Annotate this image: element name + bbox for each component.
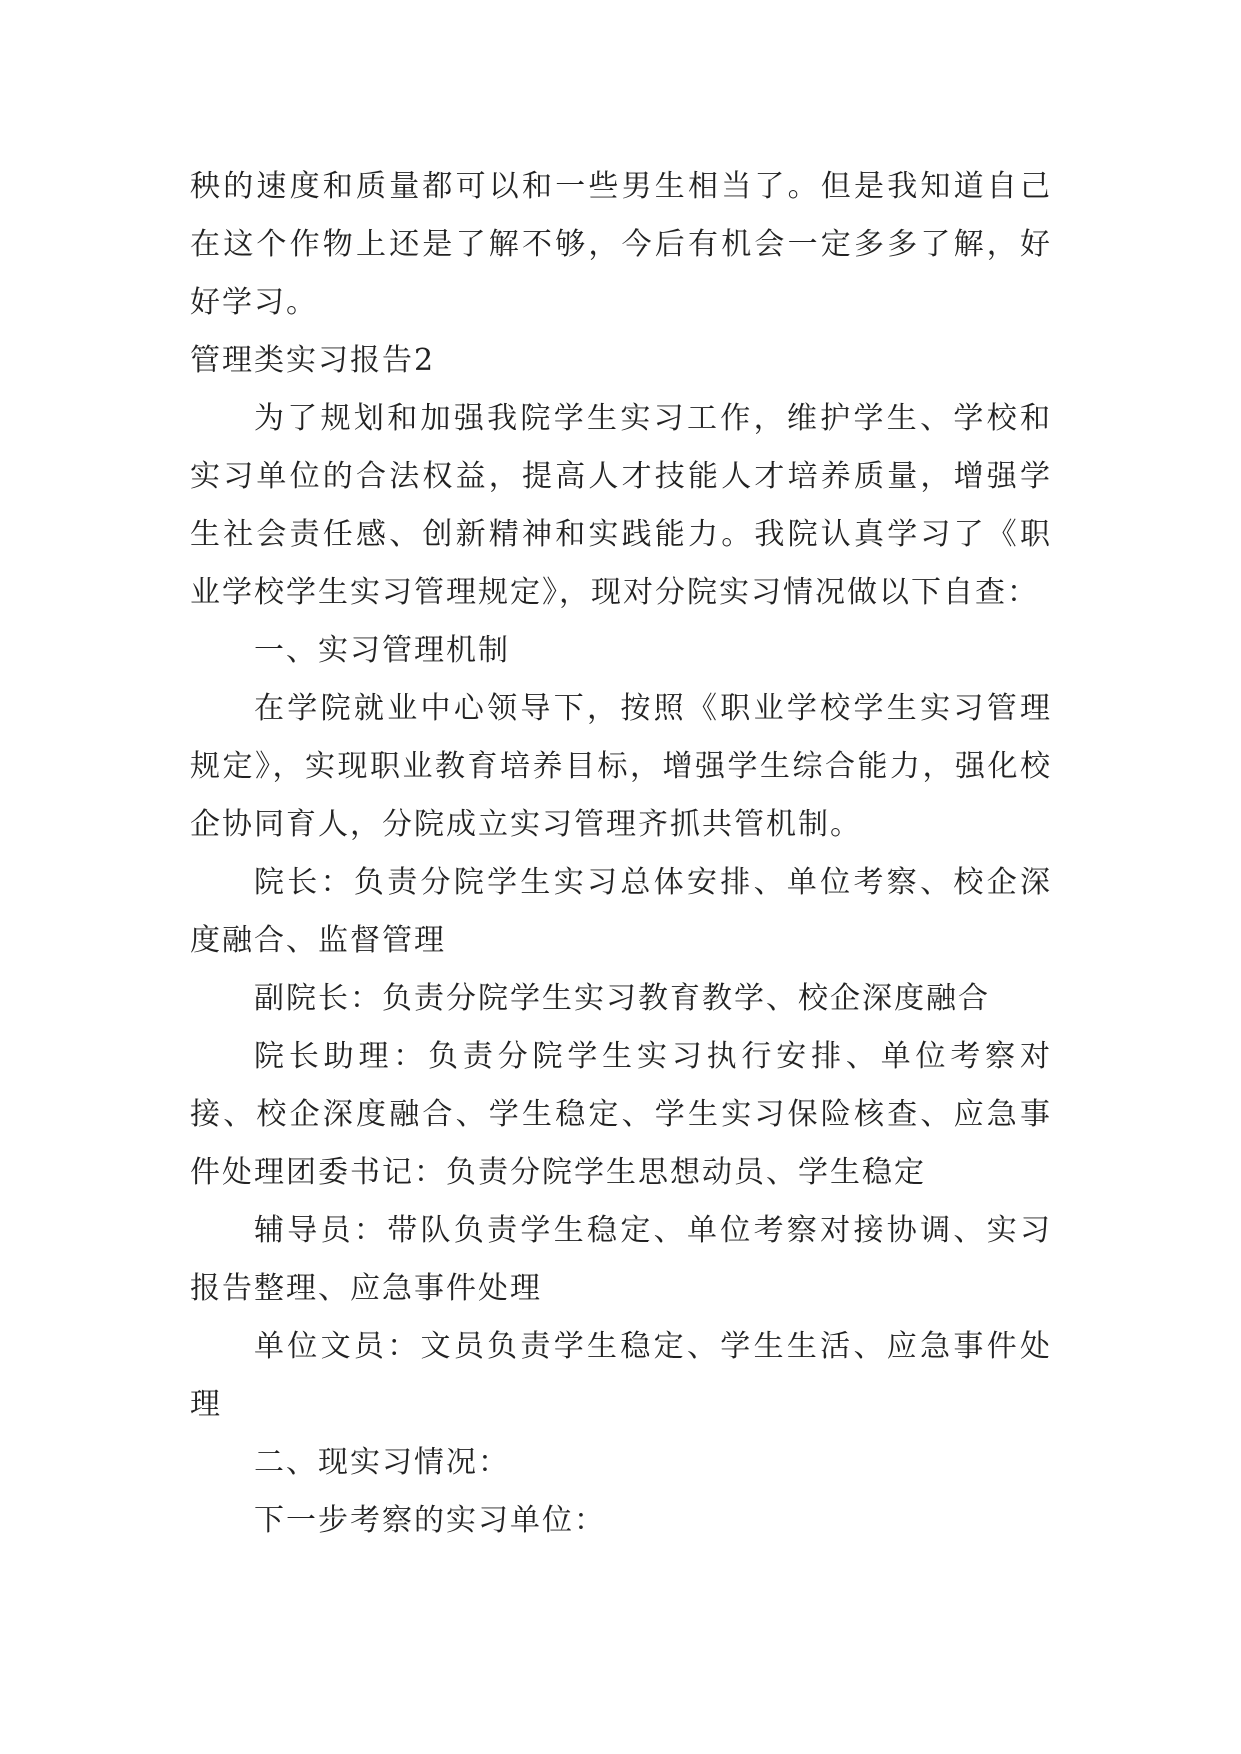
paragraph-continuation: 秧的速度和质量都可以和一些男生相当了。但是我知道自己在这个作物上还是了解不够，今后有机会一定多多了解，好好学习。 [190, 169, 1052, 320]
paragraph-clerk: 单位文员：文员负责学生稳定、学生生活、应急事件处理 [190, 1329, 1052, 1422]
heading-current-internship: 二、现实习情况： [254, 1445, 510, 1480]
paragraph-mechanism: 在学院就业中心领导下，按照《职业学校学生实习管理规定》，实现职业教育培养目标，增强学生综合能力，强化校企协同育人，分院成立实习管理齐抓共管机制。 [190, 691, 1052, 842]
paragraph-intro: 为了规划和加强我院学生实习工作，维护学生、学校和实习单位的合法权益，提高人才技能人才培养质量，增强学生社会责任感、创新精神和实践能力。我院认真学习了《职业学校学生实习管理规定》，现对分院实习情况做以下自查： [190, 401, 1052, 610]
paragraph-counselor: 辅导员：带队负责学生稳定、单位考察对接协调、实习报告整理、应急事件处理 [190, 1213, 1052, 1306]
paragraph-next-units: 下一步考察的实习单位： [254, 1503, 606, 1538]
document-body [190, 158, 1052, 1550]
heading-management-mechanism: 一、实习管理机制 [254, 633, 510, 668]
paragraph-dean-assistant: 院长助理：负责分院学生实习执行安排、单位考察对接、校企深度融合、学生稳定、学生实习保险核查、应急事件处理团委书记：负责分院学生思想动员、学生稳定 [190, 1039, 1052, 1190]
paragraph-dean: 院长：负责分院学生实习总体安排、单位考察、校企深度融合、监督管理 [190, 865, 1052, 958]
section-title: 管理类实习报告2 [190, 343, 436, 378]
paragraph-vice-dean: 副院长：负责分院学生实习教育教学、校企深度融合 [254, 981, 990, 1016]
